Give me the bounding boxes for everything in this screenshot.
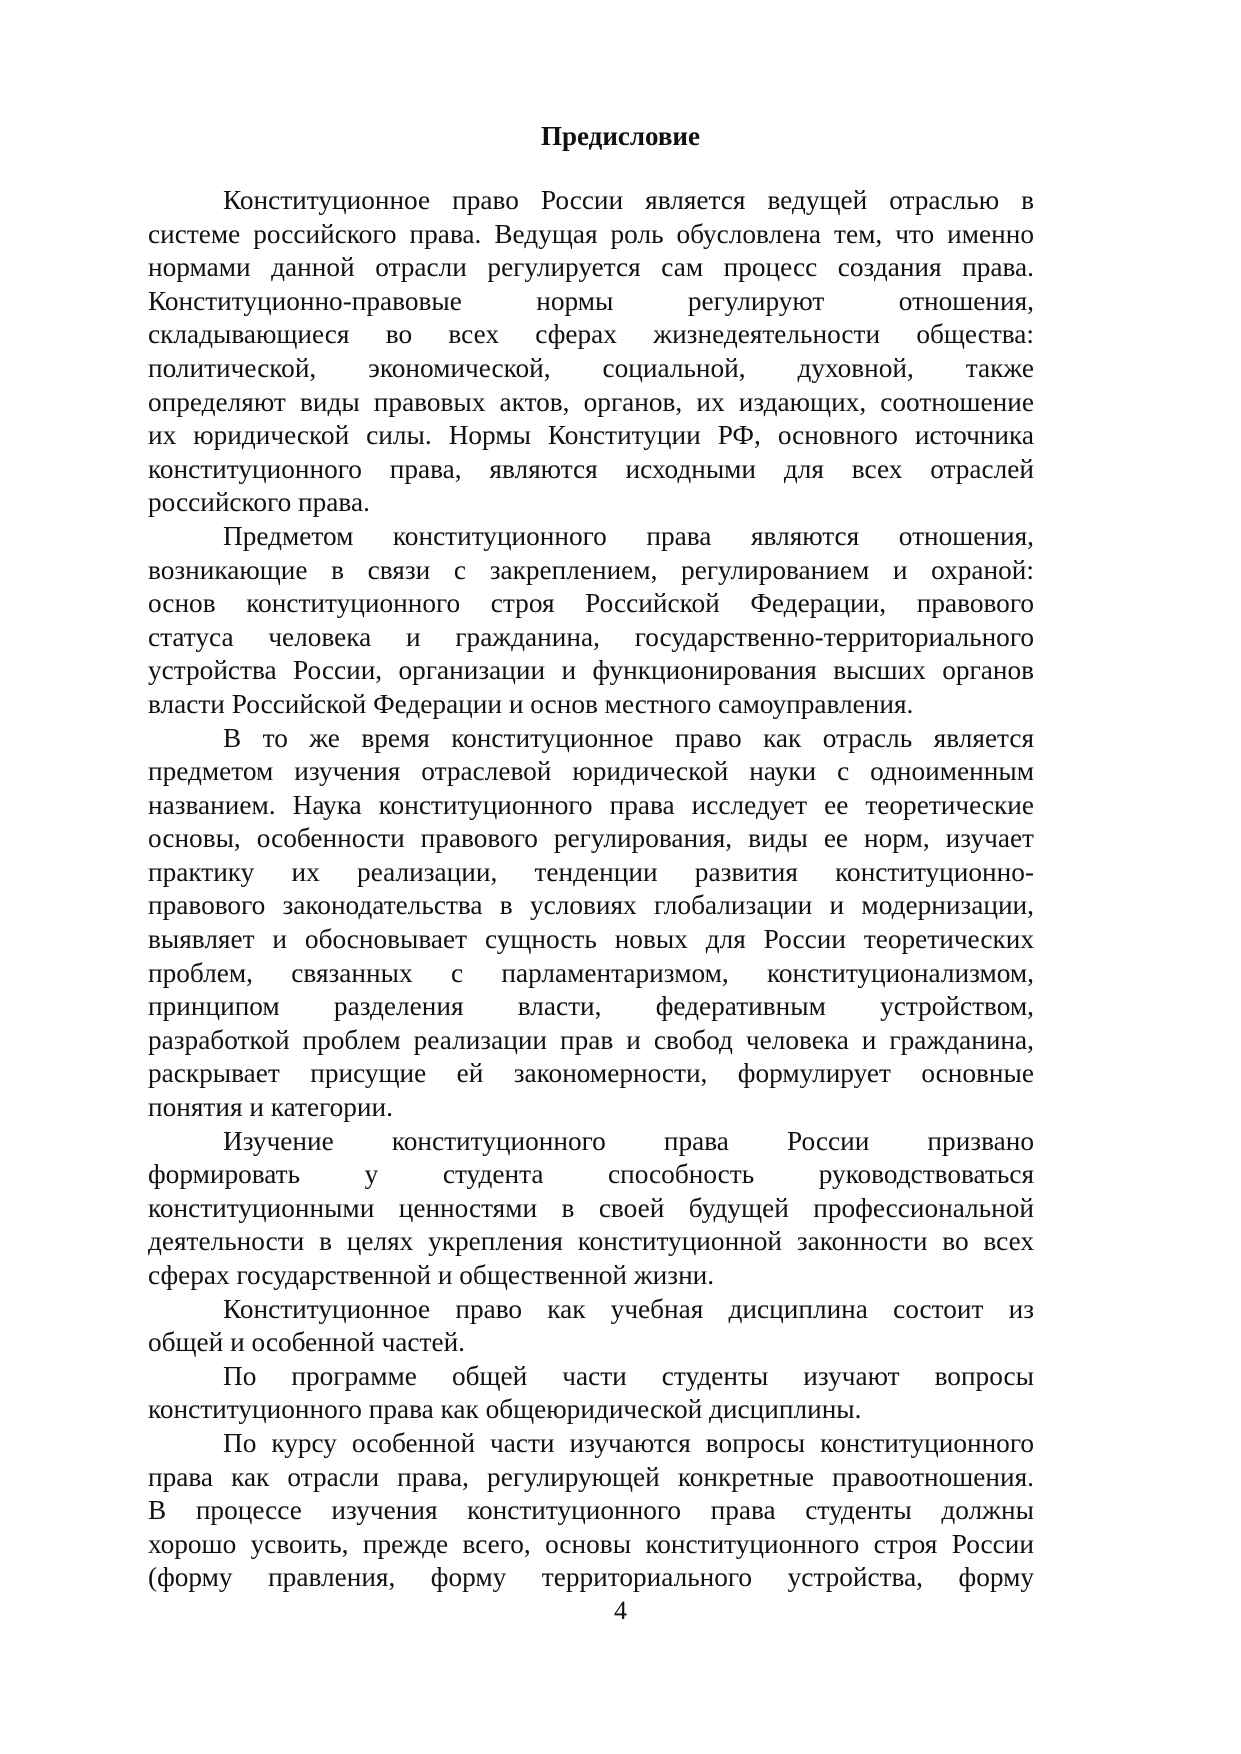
text-line: названием. Наука конституционного права исследует ее теоретические [148, 789, 1034, 820]
text-line: системе российского права. Ведущая роль обусловлена тем, что именно [148, 218, 1034, 249]
text-line: возникающие в связи с закреплением, регулированием и охраной: [148, 554, 1034, 585]
text-line: предметом изучения отраслевой юридической науки с одноименным [148, 756, 1034, 787]
text-line: правового законодательства в условиях глобализации и модернизации, [148, 890, 1034, 921]
text-line: права как отрасли права, регулирующей конкретные правоотношения. [148, 1461, 1034, 1492]
text-line: Конституционное право России является ведущей отраслью в [223, 185, 1034, 215]
page-number: 4 [614, 1596, 627, 1625]
text-line: проблем, связанных с парламентаризмом, конституционализмом, [148, 957, 1034, 988]
text-line: формировать у студента способность руководствоваться [148, 1159, 1034, 1190]
paragraph [148, 1427, 1034, 1595]
text-line: конституционными ценностями в своей будущей профессиональной [148, 1192, 1034, 1223]
text-line: Конституционно-правовые нормы регулируют отношения, [148, 285, 1034, 316]
text-line: нормами данной отрасли регулируется сам процесс создания права. [148, 252, 1034, 283]
paragraph [148, 184, 1034, 520]
body-text [148, 184, 1034, 1595]
text-line: По курсу особенной части изучаются вопросы конституционного [223, 1427, 1034, 1458]
text-line: их юридической силы. Нормы Конституции РФ, основного источника [148, 420, 1034, 451]
text-line: основ конституционного строя Российской Федерации, правового [148, 588, 1034, 619]
paragraph [148, 722, 1034, 1125]
paragraph [148, 1293, 1034, 1360]
text-line: конституционного права, являются исходными для всех отраслей [148, 453, 1034, 484]
text-line: В процессе изучения конституционного права студенты должны [148, 1495, 1034, 1526]
text-line: определяют виды правовых актов, органов, их издающих, соотношение [148, 386, 1034, 417]
text-line: российского права. [148, 487, 370, 518]
text-line: деятельности в целях укрепления конституционной законности во всех [148, 1226, 1034, 1257]
text-line: конституционного права как общеюридической дисциплины. [148, 1394, 862, 1425]
text-line: политической, экономической, социальной, духовной, также [148, 352, 1034, 383]
text-line: понятия и категории. [148, 1092, 393, 1123]
text-line: общей и особенной частей. [148, 1327, 466, 1358]
text-line: По программе общей части студенты изучают вопросы [223, 1360, 1034, 1391]
text-line: власти Российской Федерации и основ местного самоуправления. [148, 688, 914, 719]
text-line: практику их реализации, тенденции развития конституционно- [148, 856, 1034, 887]
text-line: (форму правления, форму территориального устройства, форму [148, 1562, 1034, 1593]
paragraph [148, 1125, 1034, 1293]
text-line: выявляет и обосновывает сущность новых для России теоретических [148, 924, 1034, 955]
text-line: В то же время конституционное право как отрасль является [223, 722, 1034, 753]
paragraph [148, 1360, 1034, 1427]
text-line: сферах государственной и общественной жизни. [148, 1260, 715, 1290]
text-line: основы, особенности правового регулирования, виды ее норм, изучает [148, 823, 1034, 854]
text-line: принципом разделения власти, федеративным устройством, [148, 991, 1034, 1022]
text-line: Предметом конституционного права являются отношения, [223, 520, 1034, 551]
text-line: разработкой проблем реализации прав и свобод человека и гражданина, [148, 1024, 1034, 1055]
text-line: устройства России, организации и функционирования высших органов [148, 655, 1034, 686]
text-line: хорошо усвоить, прежде всего, основы конституционного строя России [148, 1528, 1034, 1559]
text-line: Изучение конституционного права России призвано [223, 1125, 1034, 1156]
text-line: раскрывает присущие ей закономерности, формулирует основные [148, 1058, 1034, 1089]
page-title: Предисловие [541, 121, 700, 151]
text-line: статуса человека и гражданина, государственно-территориального [148, 621, 1034, 652]
text-line: Конституционное право как учебная дисциплина состоит из [223, 1293, 1034, 1324]
text-line: складывающиеся во всех сферах жизнедеятельности общества: [148, 319, 1034, 350]
paragraph [148, 520, 1034, 722]
